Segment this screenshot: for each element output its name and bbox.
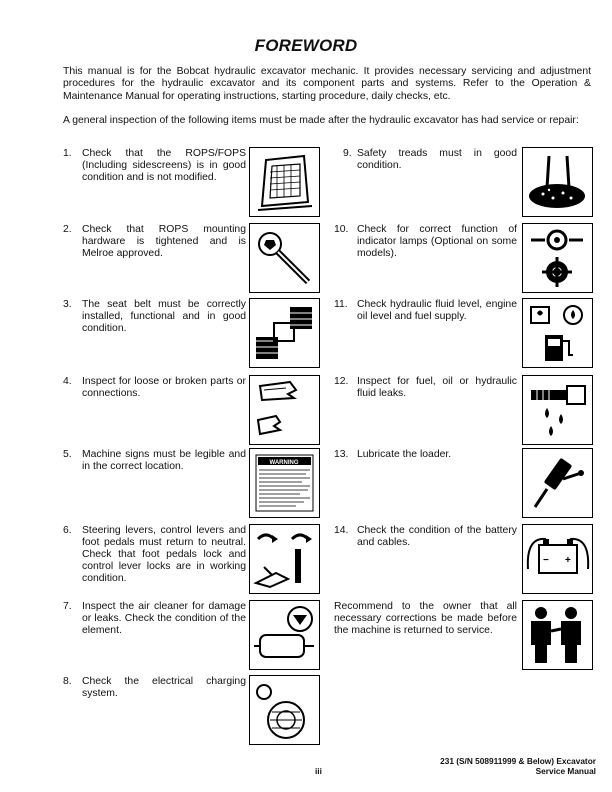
- svg-text:−: −: [543, 555, 549, 566]
- alternator-icon: [249, 675, 320, 745]
- list-item: [334, 525, 517, 549]
- item-number: 1.: [63, 148, 72, 159]
- list-item: [63, 601, 246, 637]
- item-text: Check that the ROPS/FOPS (Including sidescreens) is in good condition and is not modified.: [82, 148, 246, 184]
- intro-paragraph: This manual is for the Bobcat hydraulic excavator mechanic. It provides necessary servicing and adjustment procedures for the hydraulic excavator and its component parts and systems. Refer to the Operation & Maintenance Manual for operating instructions, starting procedure, daily checks, etc.: [63, 66, 591, 102]
- indicator-lamps-icon: [522, 223, 593, 293]
- item-number: 2.: [63, 224, 72, 235]
- item-number: 6.: [63, 525, 72, 536]
- list-item: [63, 224, 246, 260]
- footer-manual: Service Manual: [535, 766, 596, 776]
- owner-recommendation: Recommend to the owner that all necessary corrections be made before the machine is returned to service.: [334, 601, 517, 637]
- item-text: Machine signs must be legible and in the correct location.: [82, 449, 246, 473]
- rops-cab-icon: [249, 147, 320, 217]
- page-title: FOREWORD: [254, 36, 358, 55]
- item-text: Check that ROPS mounting hardware is tightened and is Melroe approved.: [82, 224, 246, 260]
- item-text: Inspect the air cleaner for damage or leaks. Check the condition of the element.: [82, 601, 246, 637]
- grease-gun-icon: [522, 448, 593, 518]
- item-text: Check the condition of the battery and cables.: [357, 525, 517, 549]
- item-text: Inspect for loose or broken parts or connections.: [82, 376, 246, 400]
- item-number: 13.: [334, 449, 349, 460]
- item-text: Check for correct function of indicator lamps (Optional on some models).: [357, 224, 517, 260]
- fluid-levels-icon: [522, 298, 593, 368]
- list-item: [63, 525, 246, 585]
- item-number: 9.: [343, 148, 352, 159]
- safety-tread-icon: [522, 147, 593, 217]
- broken-parts-icon: [249, 375, 320, 445]
- item-text: Inspect for fuel, oil or hydraulic fluid leaks.: [357, 376, 517, 400]
- seat-belt-icon: [249, 298, 320, 368]
- footer-text: [296, 756, 596, 776]
- list-item: [63, 676, 246, 700]
- item-number: 14.: [334, 525, 349, 536]
- item-text: Check the electrical charging system.: [82, 676, 246, 700]
- item-number: 8.: [63, 676, 72, 687]
- list-item: [334, 299, 517, 323]
- inspection-intro: A general inspection of the following items must be made after the hydraulic excavator has had service or repair:: [63, 115, 579, 126]
- air-cleaner-icon: [249, 600, 320, 670]
- item-text: Lubricate the loader.: [357, 449, 452, 460]
- svg-text:+: +: [565, 555, 571, 566]
- item-number: 3.: [63, 299, 72, 310]
- battery-icon: [522, 524, 593, 594]
- list-item: [334, 224, 517, 260]
- item-number: 4.: [63, 376, 72, 387]
- list-item: [334, 376, 517, 400]
- list-item: [334, 449, 517, 461]
- item-text: Steering levers, control levers and foot pedals must return to neutral. Check that foot pedals lock and control lever locks are in working condition.: [82, 525, 246, 585]
- item-text: The seat belt must be correctly installed, functional and in good condition.: [82, 299, 246, 335]
- item-number: 7.: [63, 601, 72, 612]
- leak-icon: [522, 375, 593, 445]
- control-levers-icon: [249, 524, 320, 594]
- list-item: [63, 299, 246, 335]
- item-number: 5.: [63, 449, 72, 460]
- page-number: iii: [315, 766, 322, 776]
- footer-model: 231 (S/N 508911999 & Below) Excavator: [440, 756, 596, 766]
- list-item: [63, 376, 246, 400]
- list-item: [63, 449, 246, 473]
- item-text: Check hydraulic fluid level, engine oil level and fuel supply.: [357, 299, 517, 323]
- list-item: [334, 148, 517, 172]
- wrench-icon: [249, 223, 320, 293]
- warning-sign-icon: [249, 448, 320, 518]
- warning-label: WARNING: [269, 460, 299, 466]
- list-item: [63, 148, 246, 184]
- item-number: 12.: [334, 376, 349, 387]
- item-text: Safety treads must in good condition.: [357, 148, 517, 172]
- owner-mechanic-icon: [522, 600, 593, 670]
- item-number: 10.: [334, 224, 349, 235]
- item-number: 11.: [334, 299, 348, 310]
